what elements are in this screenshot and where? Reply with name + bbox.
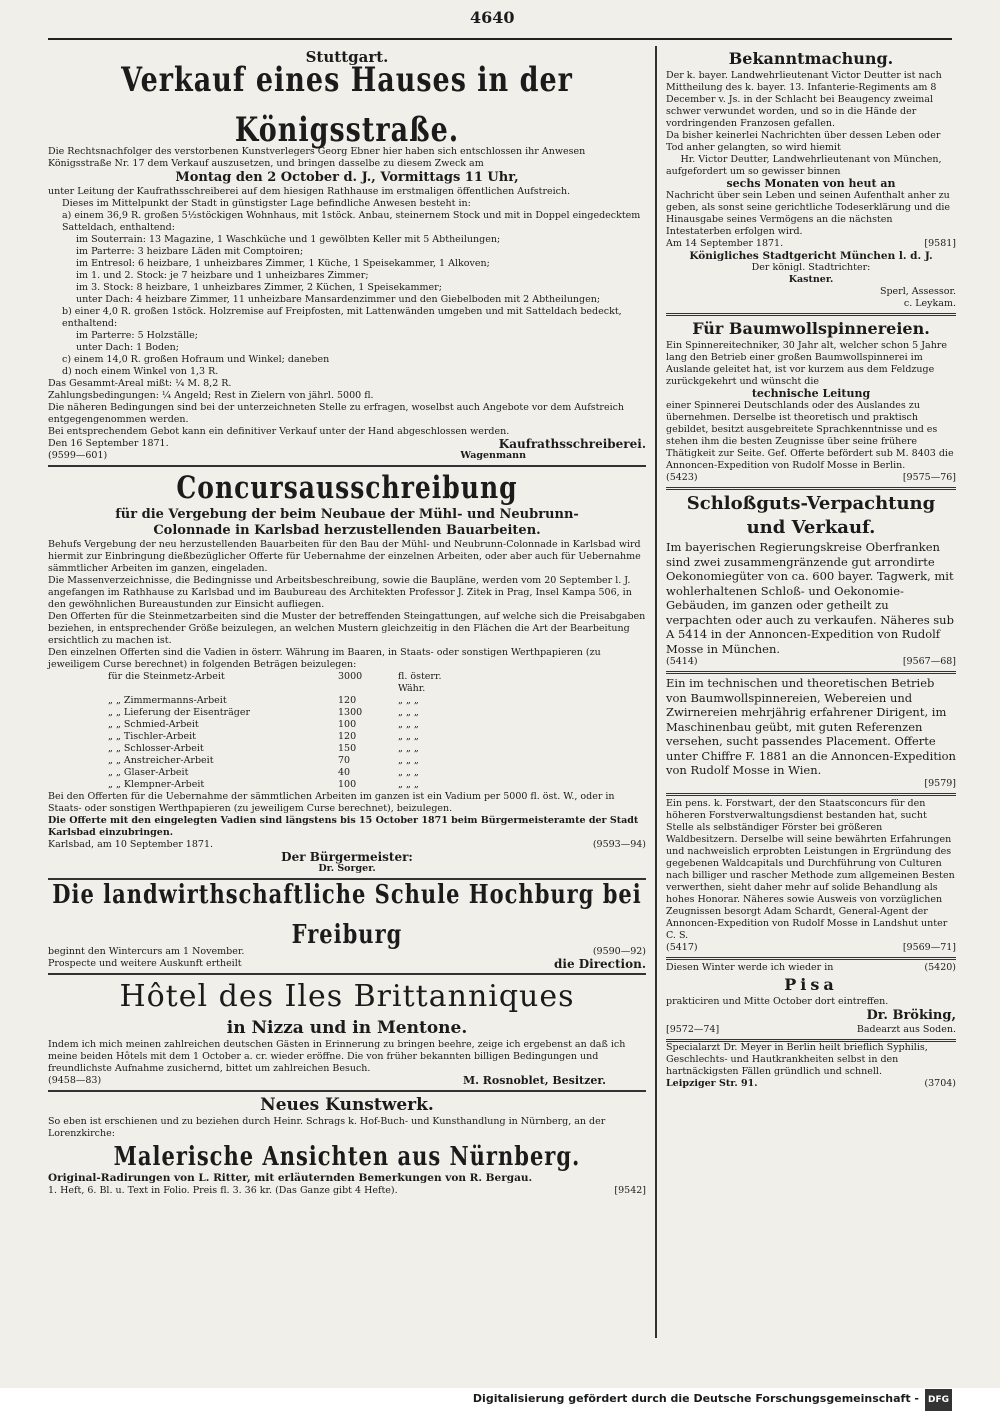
- vadium-label: „ „ Glaser-Arbeit: [108, 767, 189, 778]
- vadium-label: „ „ Lieferung der Eisenträger: [108, 707, 250, 718]
- vadium-unit: „ „ „: [398, 779, 419, 790]
- item-line: unter Dach: 1 Boden;: [76, 342, 179, 353]
- item-b: b) einer 4,0 R. großen 1stöck. Holzremise auf Freipfosten, mit Lattenwänden umgeben und mit Satteldach bedeckt, enthaltend:: [62, 306, 622, 329]
- ad-text: Ein im technischen und theoretischen Betrieb von Baumwollspinnereien, Webereien und Zwirnereien mehrjährig erfahrener Dirigent, im Maschinenbau geübt, mit guten Referenzen versehen, sucht passendes Placement. Offerte unter Chiffre F. 1881 an die Annoncen-Expedition von Rudolf Mosse in Wien.: [666, 676, 956, 777]
- ad-headline: Neues Kunstwerk.: [260, 1095, 434, 1115]
- ad-signature: Kaufrathsschreiberei.: [498, 437, 646, 451]
- vadium-amount: 150: [338, 743, 357, 754]
- area: Das Gesammt-Areal mißt: ¼ M. 8,2 R.: [48, 378, 232, 389]
- ad-signer: Sperl, Assessor.: [879, 286, 956, 297]
- ad-date: Karlsbad, am 10 September 1871.: [48, 839, 214, 850]
- ad-ref: (3704): [924, 1077, 956, 1089]
- ad-date: Am 14 September 1871.: [666, 238, 784, 249]
- vadium-label: „ „ Schlosser-Arbeit: [108, 743, 204, 754]
- ad-text: Ein pens. k. Forstwart, der den Staatsconcurs für den höheren Forstverwaltungsdienst bestanden hat, sucht Stelle als selbständiger Förster bei größeren Waldbesitzern. Derselbe will seine bewährten Erfahrungen und nachweislich erprobten Leistungen in Ergründung des gegebenen Waldcapitals und Durchführung von Culturen nach billiger und rascher Methode zum allgemeinen Besten verwerthen, sieht daher mehr auf solide Behandlung als hohes Honorar. Näheres sowie Ausweis von vorzüglichen Zeugnissen besorgt Adam Schardt, General-Agent der Annoncen-Expedition von Rudolf Mosse in Landshut unter C. S.: [666, 797, 955, 941]
- ad-signer: M. Rosnoblet, Besitzer.: [462, 1074, 606, 1087]
- ad-text: Badearzt aus Soden.: [856, 1023, 956, 1035]
- ad-hotel: [48, 975, 646, 1092]
- ad-ref: (9593—94): [592, 839, 646, 850]
- dfg-logo: DFG: [925, 1389, 952, 1411]
- ad-signer: c. Leykam.: [903, 298, 956, 309]
- ad-signature: Der Bürgermeister:: [281, 850, 413, 864]
- vadium-unit: „ „ „: [398, 743, 419, 754]
- ad-text: Die Massenverzeichnisse, die Bedingnisse und Arbeitsbeschreibung, sowie die Baupläne, werden vom 20 September l. J. angefangen im Rathhause zu Karlsbad und im Baubureau des Architekten Professor J. Zitek in Prag, Insel Kampa 506, in den gewöhnlichen Bureaustunden zur Einsicht aufliegen.: [48, 575, 632, 610]
- ad-headline: Concursausschreibung: [176, 469, 518, 506]
- ad-forester: [666, 796, 956, 960]
- ad-signer: Wagenmann: [460, 450, 526, 461]
- item-line: im 3. Stock: 8 heizbare, 1 unheizbares Zimmer, 2 Küchen, 1 Speisekammer;: [76, 282, 442, 293]
- right-column: [666, 46, 956, 1090]
- item-a: a) einem 36,9 R. großen 5½stöckigen Wohnhaus, mit 1stöck. Anbau, steinernem Stock und mit in Doppel eingedecktem Satteldach, enthaltend:: [62, 210, 641, 233]
- ad-price: 1. Heft, 6. Bl. u. Text in Folio. Preis fl. 3. 36 kr. (Das Ganze gibt 4 Hefte).: [48, 1185, 398, 1196]
- ad-text: Den einzelnen Offerten sind die Vadien in österr. Währung im Baaren, in Staats- oder sonstigen Werthpapieren (zu jeweiligem Curse berechnet) in folgenden Beträgen beizulegen:: [48, 647, 601, 670]
- ad-headline: Schloßguts-Verpachtung: [686, 493, 936, 514]
- ad-place: Pisa: [784, 974, 838, 994]
- page-number: 4640: [470, 8, 515, 27]
- ad-ref: [9572—74]: [666, 1023, 720, 1035]
- ad-text: prakticiren und Mitte October dort eintreffen.: [666, 995, 889, 1007]
- ad-house-sale: [48, 46, 646, 467]
- ad-headline: Die landwirthschaftliche Schule Hochburg bei Freiburg: [52, 877, 642, 949]
- ad-castle-estate: [666, 490, 956, 674]
- ad-ref: (5417): [666, 941, 698, 953]
- vadium-amount: 120: [338, 731, 357, 742]
- ad-text: unter Leitung der Kaufrathsschreiberei auf dem hiesigen Rathhause im erstmaligen öffentlichen Aufstreich.: [48, 186, 571, 197]
- ad-ref: (5414): [666, 656, 698, 667]
- ad-text: So eben ist erschienen und zu beziehen durch Heinr. Schrags k. Hof-Buch- und Kunsthandlung in Nürnberg, an der Lorenzkirche:: [48, 1116, 606, 1139]
- vadium-table: [48, 671, 646, 791]
- vadium-amount: 70: [338, 755, 351, 766]
- ad-ref: (5420): [924, 961, 956, 973]
- vadium-unit: „ „ „: [398, 695, 419, 706]
- ad-text: Indem ich mich meinen zahlreichen deutschen Gästen in Erinnerung zu bringen beehre, zeige ich ergebenst an daß ich meine beiden Hôtels mit dem 1 October a. cr. wieder eröffne. Die von früher bekannten billigen Bedingungen und freundlichste Aufnahme zusichernd, bittet um zahlreichen Besuch.: [48, 1039, 626, 1074]
- ad-director: [666, 674, 956, 796]
- ad-subheadline: in Nizza und in Mentone.: [226, 1018, 468, 1038]
- ad-signer: Dr. Bröking,: [866, 1007, 956, 1023]
- item-d: d) noch einem Winkel von 1,3 R.: [62, 366, 219, 377]
- vadium-label: „ „ Schmied-Arbeit: [108, 719, 199, 730]
- left-column: [48, 46, 646, 1197]
- ad-ref: [9581]: [924, 238, 956, 249]
- ad-signer: die Direction.: [554, 957, 646, 971]
- item-line: im Parterre: 5 Holzställe;: [76, 330, 198, 341]
- ad-ref: [9569—71]: [902, 941, 956, 953]
- vadium-label: „ „ Anstreicher-Arbeit: [108, 755, 214, 766]
- ad-ref: [9567—68]: [902, 656, 956, 667]
- item-line: im Entresol: 6 heizbare, 1 unheizbares Zimmer, 1 Küche, 1 Speisekammer, 1 Alkoven;: [76, 258, 490, 269]
- ad-ref: (5423): [666, 472, 698, 483]
- vadium-label: für die Steinmetz-Arbeit: [108, 671, 225, 682]
- ad-art-work: [48, 1092, 646, 1197]
- ad-signer: Dr. Sorger.: [318, 863, 376, 874]
- ad-text: Im bayerischen Regierungskreise Oberfranken sind zwei zusammengränzende gut arrondirte Oekonomiegüter von ca. 600 bayer. Tagwerk, mit wohlerhaltenen Schloß- und Oekonomie-Gebäuden, im ganzen oder getheilt zu verpachten oder auch zu verkaufen. Näheres sub A 5414 in der Annoncen-Expedition von Rudolf Mosse in München.: [666, 540, 954, 656]
- ad-text: Bei entsprechendem Gebot kann ein definitiver Verkauf unter der Hand abgeschlossen werden.: [48, 426, 510, 437]
- vadium-amount: 3000: [338, 671, 363, 682]
- item-line: unter Dach: 4 heizbare Zimmer, 11 unheizbare Mansardenzimmer und den Giebelboden mit 2 Abtheilungen;: [76, 294, 601, 305]
- ad-text: Der k. bayer. Landwehrlieutenant Victor Deutter ist nach Mittheilung des k. bayer. 13. Infanterie-Regiments am 8 December v. Js. in der Schlacht bei Beaugency zweimal schwer verwundet worden, und so in die Hände der vordringenden Franzosen gefallen.: [666, 70, 942, 129]
- ad-headline: Bekanntmachung.: [728, 49, 894, 68]
- ad-text: Da bisher keinerlei Nachrichten über dessen Leben oder Tod anher gelangten, so wird hiemit: [666, 130, 941, 153]
- item-line: im Souterrain: 13 Magazine, 1 Waschküche und 1 gewölbten Keller mit 5 Abtheilungen;: [76, 234, 501, 245]
- ad-text: aufgefordert um so gewisser binnen: [666, 166, 841, 177]
- vadium-unit: „ „ „: [398, 731, 419, 742]
- ad-physician: [666, 960, 956, 1042]
- digitization-footer: [0, 1388, 1000, 1412]
- ad-text: Nachricht über sein Leben und seinen Aufenthalt anher zu geben, als sonst seine gerichtliche Todeserklärung und die Hinausgabe seines Vermögens an die nächsten Intestaterben erfolgen wird.: [666, 190, 951, 237]
- ad-ref: (9458—83): [48, 1075, 102, 1086]
- ad-ref: [9579]: [924, 777, 956, 789]
- vadium-unit: „ „ „: [398, 719, 419, 730]
- ad-headline: Für Baumwollspinnereien.: [692, 319, 930, 338]
- ad-deadline: sechs Monaten von heut an: [726, 177, 896, 190]
- ad-text: Den Offerten für die Steinmetzarbeiten sind die Muster der betreffenden Steingattungen, auf welche sich die Preisabgaben beziehen, in entsprechender Größe beizulegen, an welchen Mustern gleichzeitig in den Flächen die Art der Bearbeitung ersichtlich zu machen ist.: [48, 611, 646, 646]
- ad-text: einer Spinnerei Deutschlands oder des Auslandes zu übernehmen. Derselbe ist theoretisch und praktisch gebildet, besitzt ausgebreitete Sprachkenntnisse und es stehen ihm die besten Zeugnisse über seine frühere Thätigkeit zur Seite. Gef. Offerte befördert sub M. 8403 die Annoncen-Expedition von Rudolf Mosse in Berlin.: [666, 400, 954, 471]
- ad-address: Leipziger Str. 91.: [666, 1077, 758, 1089]
- ad-ref: [9542]: [614, 1185, 646, 1196]
- ad-text: Original-Radirungen von L. Ritter, mit erläuternden Bemerkungen von R. Bergau.: [48, 1172, 533, 1184]
- item-c: c) einem 14,0 R. großen Hofraum und Winkel; daneben: [62, 354, 330, 365]
- ad-signer: Kastner.: [788, 274, 834, 285]
- item-line: im Parterre: 3 heizbare Läden mit Comptoiren;: [76, 246, 304, 257]
- vadium-amount: 120: [338, 695, 357, 706]
- vadium-amount: 100: [338, 779, 357, 790]
- vadium-label: „ „ Zimmermanns-Arbeit: [108, 695, 227, 706]
- vadium-label: „ „ Tischler-Arbeit: [108, 731, 196, 742]
- auction-date: Montag den 2 October d. J., Vormittags 11 Uhr,: [175, 170, 519, 185]
- ad-spinning-mills: [666, 316, 956, 490]
- vadium-amount: 100: [338, 719, 357, 730]
- vadium-unit: „ „ „: [398, 767, 419, 778]
- ad-title: Malerische Ansichten aus Nürnberg.: [113, 1139, 581, 1171]
- ad-name: Hr. Victor Deutter, Landwehrlieutenant von München,: [680, 154, 942, 165]
- vadium-amount: 1300: [338, 707, 363, 718]
- vadium-unit: „ „ „: [398, 755, 419, 766]
- vadium-amount: 40: [338, 767, 351, 778]
- footer-text: Digitalisierung gefördert durch die Deutsche Forschungsgemeinschaft -: [472, 1392, 919, 1405]
- column-divider: [655, 46, 657, 1338]
- item-line: im 1. und 2. Stock: je 7 heizbare und 1 unheizbares Zimmer;: [76, 270, 369, 281]
- ad-text: Ein Spinnereitechniker, 30 Jahr alt, welcher schon 5 Jahre lang den Betrieb einer großen Baumwollspinnerei im Auslande geleitet hat, ist vor kurzem aus dem Feldzuge zurückgekehrt und wünscht die: [666, 340, 947, 387]
- ad-deadline: Die Offerte mit den eingelegten Vadien sind längstens bis 15 October 1871 beim Bürgermeisteramte der Stadt Karlsbad einzubringen.: [48, 815, 639, 838]
- ad-specialist: [666, 1042, 956, 1090]
- ad-subheadline: Colonnade in Karlsbad herzustellenden Bauarbeiten.: [153, 523, 541, 538]
- ad-headline: Verkauf eines Hauses in der Königsstraße.: [121, 61, 573, 150]
- ad-text: Die näheren Bedingungen sind bei der unterzeichneten Stelle zu erfragen, woselbst auch Angebote vor dem Aufstreich entgegengenommen werden.: [48, 402, 625, 425]
- ad-date: Den 16 September 1871.: [48, 438, 169, 449]
- ad-ref: [9575—76]: [902, 472, 956, 483]
- vadium-unit: fl. österr. Währ.: [398, 671, 442, 694]
- ad-text: Dieses im Mittelpunkt der Stadt in günstigster Lage befindliche Anwesen besteht in:: [62, 198, 471, 209]
- ad-headline: und Verkauf.: [746, 517, 876, 538]
- vadium-unit: „ „ „: [398, 707, 419, 718]
- ad-ref: (9590—92): [592, 946, 646, 957]
- ad-text: beginnt den Wintercurs am 1 November.: [48, 946, 245, 957]
- ad-text: Specialarzt Dr. Meyer in Berlin heilt brieflich Syphilis, Geschlechts- und Hautkrankheiten selbst in den hartnäckigsten Fällen gründlich und schnell.: [666, 1041, 928, 1077]
- ad-text: Bei den Offerten für die Uebernahme der sämmtlichen Arbeiten im ganzen ist ein Vadium per 5000 fl. öst. W., oder in Staats- oder sonstigen Werthpapieren (zu jeweiligem Curse berechnet), beizulegen.: [48, 791, 615, 814]
- ad-subheadline: für die Vergebung der beim Neubaue der Mühl- und Neubrunn-: [115, 507, 579, 522]
- ad-agricultural-school: [48, 877, 646, 975]
- payment-terms: Zahlungsbedingungen: ¼ Angeld; Rest in Zielern von jährl. 5000 fl.: [48, 390, 374, 401]
- ad-intro: Die Rechtsnachfolger des verstorbenen Kunstverlegers Georg Ebner hier haben sich entschlossen ihr Anwesen Königsstraße Nr. 17 dem Verkauf auszusetzen, und bringen dasselbe zu diesem Zweck am: [48, 146, 586, 169]
- ad-city: Stuttgart.: [305, 48, 389, 66]
- ad-announcement: [666, 46, 956, 316]
- ad-highlight: technische Leitung: [751, 387, 871, 400]
- ad-text: Der königl. Stadtrichter:: [751, 262, 871, 273]
- ad-text: Diesen Winter werde ich wieder in: [666, 961, 834, 973]
- vadium-label: „ „ Klempner-Arbeit: [108, 779, 205, 790]
- ad-court: Königliches Stadtgericht München l. d. J.: [689, 250, 933, 262]
- ad-headline: Hôtel des Iles Brittanniques: [119, 979, 575, 1014]
- ad-text: Behufs Vergebung der neu herzustellenden Bauarbeiten für den Bau der Mühl- und Neubrunn-Colonnade in Karlsbad wird hiermit zur Einbringung dießbezüglicher Offerte für Uebernahme der einzelnen Arbeiten, oder aber auch für Uebernahme sämmtlicher Arbeiten im ganzen, eingeladen.: [48, 539, 641, 574]
- ad-text: Prospecte und weitere Auskunft ertheilt: [48, 958, 242, 969]
- ad-concurs: [48, 467, 646, 880]
- ad-ref: (9599—601): [48, 450, 108, 461]
- top-rule: [48, 38, 952, 40]
